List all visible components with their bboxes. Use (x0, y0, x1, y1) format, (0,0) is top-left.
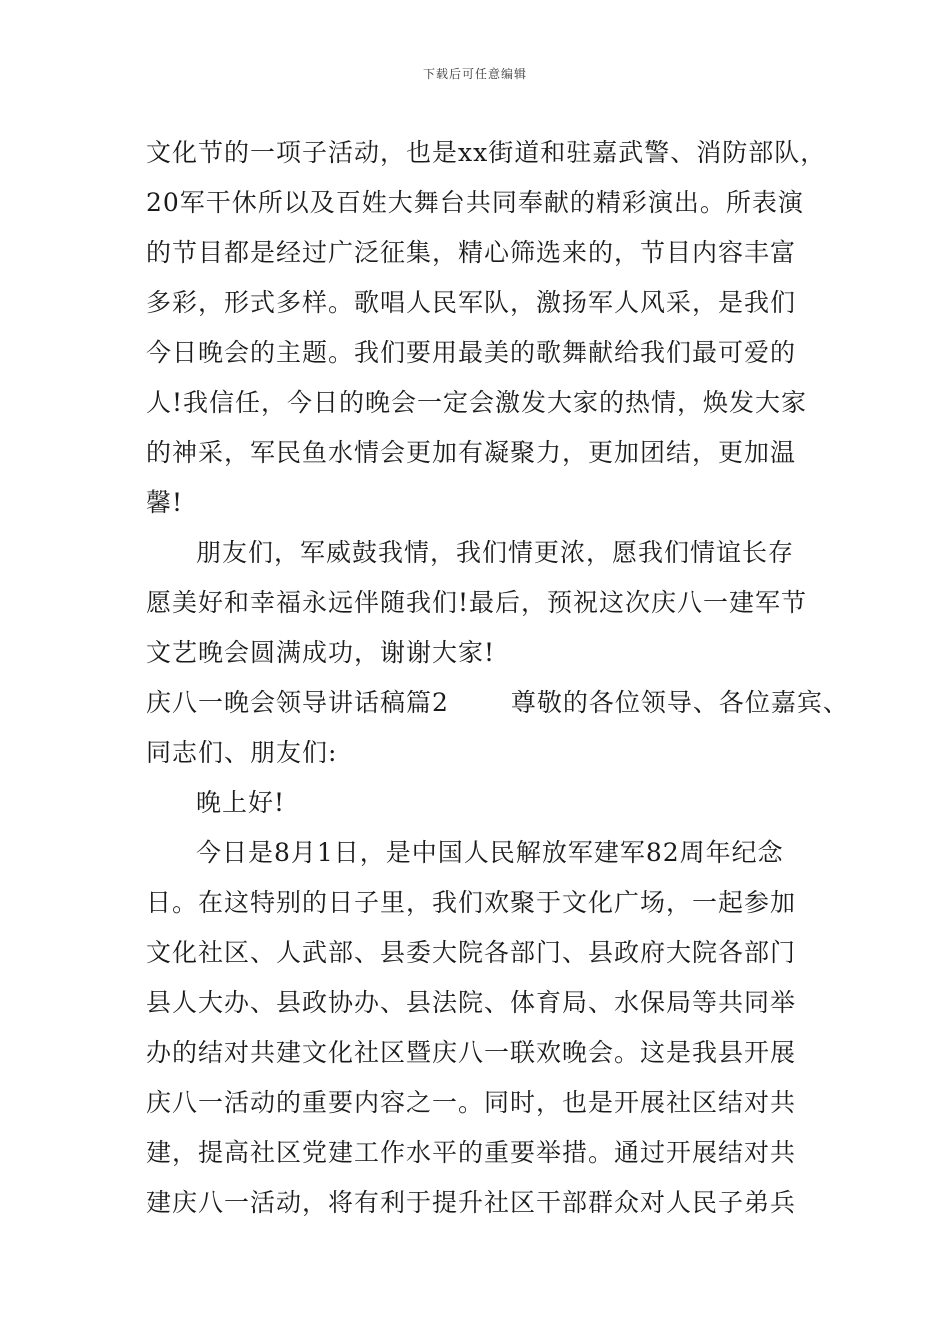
text-line: 今日是8月1日，是中国人民解放军建军82周年纪念 (196, 838, 784, 867)
text-line: 日。在这特别的日子里，我们欢聚于文化广场，一起参加 (146, 888, 797, 917)
text-line: 文化社区、人武部、县委大院各部门、县政府大院各部门 (146, 938, 797, 967)
text-line: 今日晚会的主题。我们要用最美的歌舞献给我们最可爱的 (146, 338, 797, 367)
text-line: 建，提高社区党建工作水平的重要举措。通过开展结对共 (146, 1138, 797, 1167)
salutation-start: 尊敬的各位领导、各位嘉宾、 (510, 688, 849, 717)
text-line: 文艺晚会圆满成功，谢谢大家! (146, 638, 496, 667)
text-line: 愿美好和幸福永远伴随我们!最后，预祝这次庆八一建军节 (146, 588, 808, 617)
text-line: 多彩，形式多样。歌唱人民军队，激扬军人风采，是我们 (146, 288, 797, 317)
text-line: 文化节的一项子活动，也是xx街道和驻嘉武警、消防部队， (146, 138, 827, 167)
text-line: 县人大办、县政协办、县法院、体育局、水保局等共同举 (146, 988, 797, 1017)
text-line: 办的结对共建文化社区暨庆八一联欢晚会。这是我县开展 (146, 1038, 797, 1067)
text-line: 馨! (146, 488, 184, 517)
text-line: 20军干休所以及百姓大舞台共同奉献的精彩演出。所表演 (146, 188, 804, 217)
text-line: 建庆八一活动，将有利于提升社区干部群众对人民子弟兵 (146, 1188, 797, 1217)
section-heading-line (146, 678, 849, 728)
text-line: 庆八一活动的重要内容之一。同时，也是开展社区结对共 (146, 1088, 797, 1117)
page-header: 下载后可任意编辑 (422, 67, 527, 81)
text-line: 朋友们，军威鼓我情，我们情更浓，愿我们情谊长存 (196, 538, 795, 567)
section-title: 庆八一晚会领导讲话稿篇2 (146, 688, 449, 717)
text-line: 同志们、朋友们: (146, 738, 338, 767)
text-line: 的神采，军民鱼水情会更加有凝聚力，更加团结，更加温 (146, 438, 797, 467)
text-line: 的节目都是经过广泛征集，精心筛选来的，节目内容丰富 (146, 238, 797, 267)
document-body (146, 128, 849, 1228)
text-line: 人!我信任，今日的晚会一定会激发大家的热情，焕发大家 (146, 388, 808, 417)
greeting-line: 晚上好! (196, 788, 286, 817)
